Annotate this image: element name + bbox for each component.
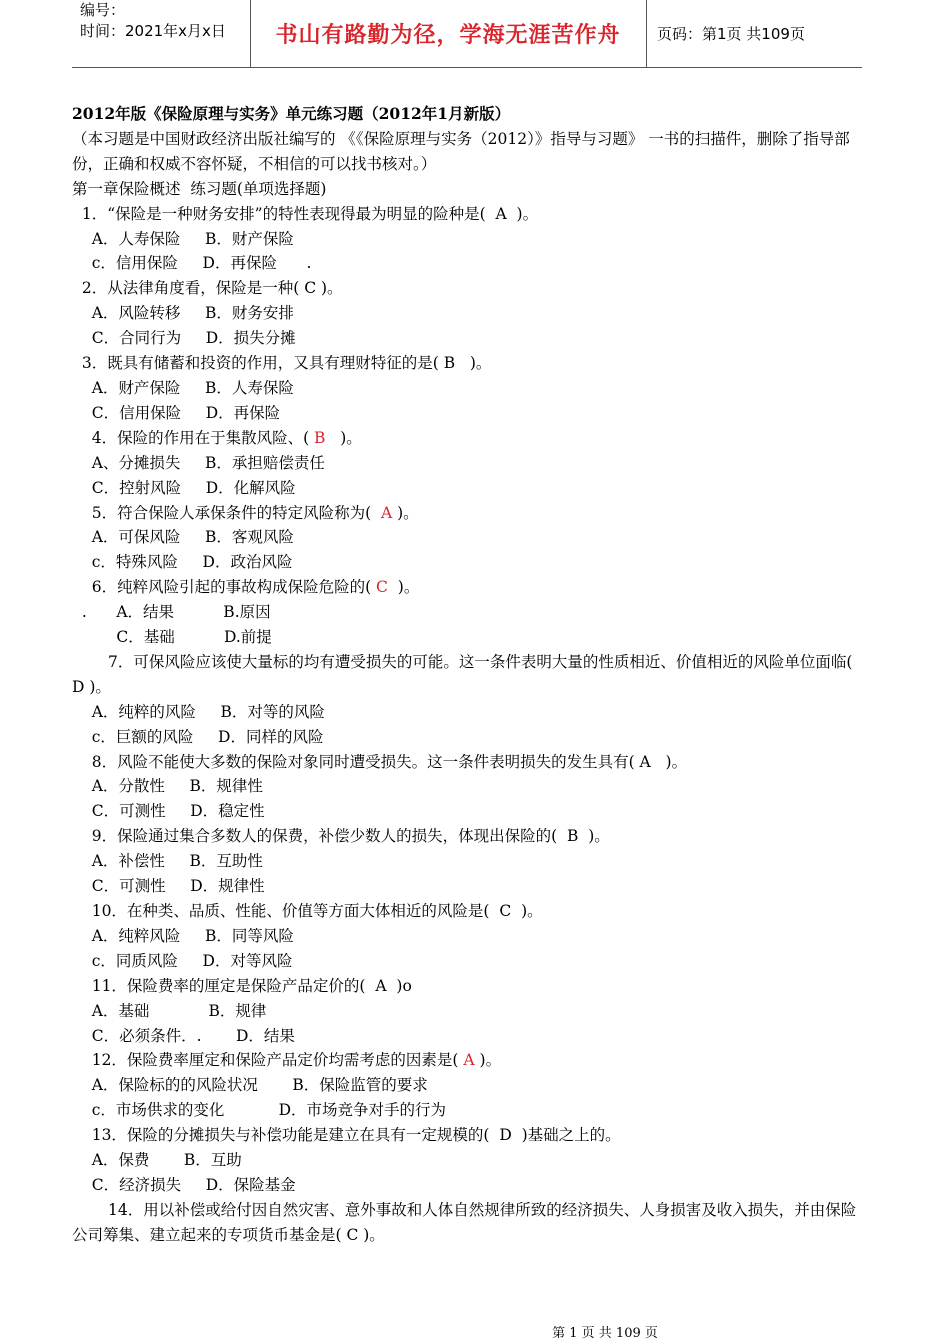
option-line: C．基础 D.前提: [72, 628, 272, 647]
question-text: 9．保险通过集合多数人的保费，补偿少数人的损失，体现出保险的(: [72, 827, 567, 846]
option-line: A、分摊损失 B．承担赔偿责任: [72, 453, 325, 472]
intro-paragraph: （本习题是中国财政经济出版社编写的 《《保险原理与实务（2012）》指导与习题》 一书的扫描件，删除了指导部份，正确和权威不容怀疑，不相信的可以找书核对。）: [72, 129, 850, 173]
answer-letter: C: [304, 279, 317, 298]
question-text: 2．从法律角度看，保险是一种(: [72, 279, 305, 298]
question-text: 6．纯粹风险引起的事故构成保险危险的(: [72, 578, 377, 597]
option-line: A．纯粹的风险 B．对等的风险: [72, 702, 325, 721]
answer-letter: A: [380, 503, 393, 522]
option-line: . A．结果 B.原因: [72, 603, 271, 622]
question-text-end: )。: [316, 279, 343, 298]
option-line: C．可测性 D．规律性: [72, 877, 265, 896]
option-line: A．可保风险 B．客观风险: [72, 528, 294, 547]
answer-letter: C: [376, 578, 388, 597]
option-line: C．经济损失 D．保险基金: [72, 1175, 296, 1194]
header-meta: [72, 0, 251, 67]
question-text: 1．“保险是一种财务安排”的特性表现得最为明显的险种是(: [72, 204, 496, 223]
question-text: 10．在种类、品质、性能、价值等方面大体相近的风险是(: [72, 902, 500, 920]
option-line: c．特殊风险 D．政治风险: [72, 553, 293, 572]
question-text: 4．保险的作用在于集散风险、(: [72, 428, 315, 447]
question-text-end: )基础之上的。: [511, 1126, 621, 1145]
question-7: 7．可保风险应该使大量标的均有遭受损失的可能。这一条件表明大量的性质相近、价值相近的风险单位面临( D )。: [72, 652, 853, 696]
question-text-end: )。: [506, 204, 539, 223]
header-page-info: 页码：第1页 共109页: [657, 25, 805, 43]
option-line: A．人寿保险 B．财产保险: [72, 229, 294, 248]
question-text-end: )。: [387, 578, 420, 597]
question-block-2: [72, 700, 872, 1198]
option-line: c．信用保险 D．再保险 .: [72, 254, 312, 273]
question-text-end: )。: [455, 354, 492, 373]
question-text-end: )。: [578, 827, 610, 846]
question-text: 13．保险的分摊损失与补偿功能是建立在具有一定规模的(: [72, 1126, 500, 1145]
option-line: c．市场供求的变化 D．市场竞争对手的行为: [72, 1101, 447, 1120]
question-line: [72, 426, 872, 451]
option-line: c．巨额的风险 D．同样的风险: [72, 727, 324, 746]
question-line: [72, 351, 872, 376]
answer-letter: B: [443, 354, 456, 373]
option-line: C．信用保险 D．再保险: [72, 403, 281, 422]
question-text: 8．风险不能使大多数的保险对象同时遭受损失。这一条件表明损失的发生具有(: [72, 752, 640, 771]
question-text-end: )。: [474, 1051, 502, 1070]
option-line: A．风险转移 B．财务安排: [72, 304, 294, 323]
question-text: 3．既具有储蓄和投资的作用，又具有理财特征的是(: [72, 354, 444, 373]
option-line: A．纯粹风险 B．同等风险: [72, 926, 294, 945]
question-text: 11．保险费率的厘定是保险产品定价的(: [72, 976, 376, 995]
option-line: A．补偿性 B．互助性: [72, 852, 263, 871]
option-line: C．合同行为 D．损失分摊: [72, 329, 296, 348]
option-line: C．必须条件．. D．结果: [72, 1026, 295, 1045]
question-text-end: )。: [325, 428, 362, 447]
option-line: A．基础 B．规律: [72, 1001, 267, 1020]
answer-letter: A: [495, 204, 507, 223]
answer-letter: B: [566, 827, 579, 846]
question-text-end: )。: [650, 752, 688, 771]
question-text-end: )o: [386, 976, 412, 995]
option-line: c．同质风险 D．对等风险: [72, 951, 293, 970]
option-line: A．财产保险 B．人寿保险: [72, 378, 294, 397]
answer-letter: B: [314, 428, 326, 447]
page-header: [72, 0, 862, 68]
option-line: A．保险标的的风险状况 B．保险监管的要求: [72, 1076, 428, 1095]
option-line: C．控射风险 D．化解风险: [72, 478, 296, 497]
question-line: [72, 202, 872, 227]
question-line: [72, 899, 872, 924]
question-line: [72, 276, 872, 301]
header-divider: [72, 67, 862, 68]
question-line: [72, 824, 872, 849]
question-14: 14．用以补偿或给付因自然灾害、意外事故和人体自然规律所致的经济损失、人身损害及收入损失，并由保险公司筹集、建立起来的专项货币基金是( C )。: [72, 1200, 857, 1244]
footer-page-number: 第 1 页 共 109 页: [552, 1326, 658, 1341]
answer-letter: C: [499, 902, 512, 920]
header-motto: 书山有路勤为径，学海无涯苦作舟: [250, 0, 647, 67]
document-body: [72, 102, 872, 1248]
option-line: A．分散性 B．规律性: [72, 777, 263, 796]
doc-title: 2012年版《保险原理与实务》单元练习题（2012年1月新版）: [72, 104, 511, 123]
chapter-heading: 第一章保险概述 练习题(单项选择题): [72, 179, 327, 198]
answer-letter: D: [499, 1126, 512, 1145]
question-line: [72, 1123, 872, 1148]
option-line: C．可测性 D．稳定性: [72, 802, 265, 821]
option-line: A．保费 B．互助: [72, 1151, 242, 1170]
question-line: [72, 575, 872, 600]
answer-letter: A: [375, 976, 387, 995]
question-block-1: [72, 202, 872, 650]
answer-letter: A: [463, 1051, 475, 1070]
question-text: 5．符合保险人承保条件的特定风险称为(: [72, 503, 381, 522]
question-line: [72, 750, 872, 775]
question-text-end: )。: [511, 902, 543, 920]
question-text-end: )。: [392, 503, 419, 522]
time-label: 时间：2021年x月x日: [80, 22, 226, 40]
question-text: 12．保险费率厘定和保险产品定价均需考虑的因素是(: [72, 1051, 464, 1070]
page-footer: [0, 1322, 950, 1341]
answer-letter: A: [639, 752, 651, 771]
number-label: 编号：: [80, 1, 126, 19]
question-line: [72, 1048, 872, 1073]
question-line: [72, 501, 872, 526]
question-line: [72, 974, 872, 999]
